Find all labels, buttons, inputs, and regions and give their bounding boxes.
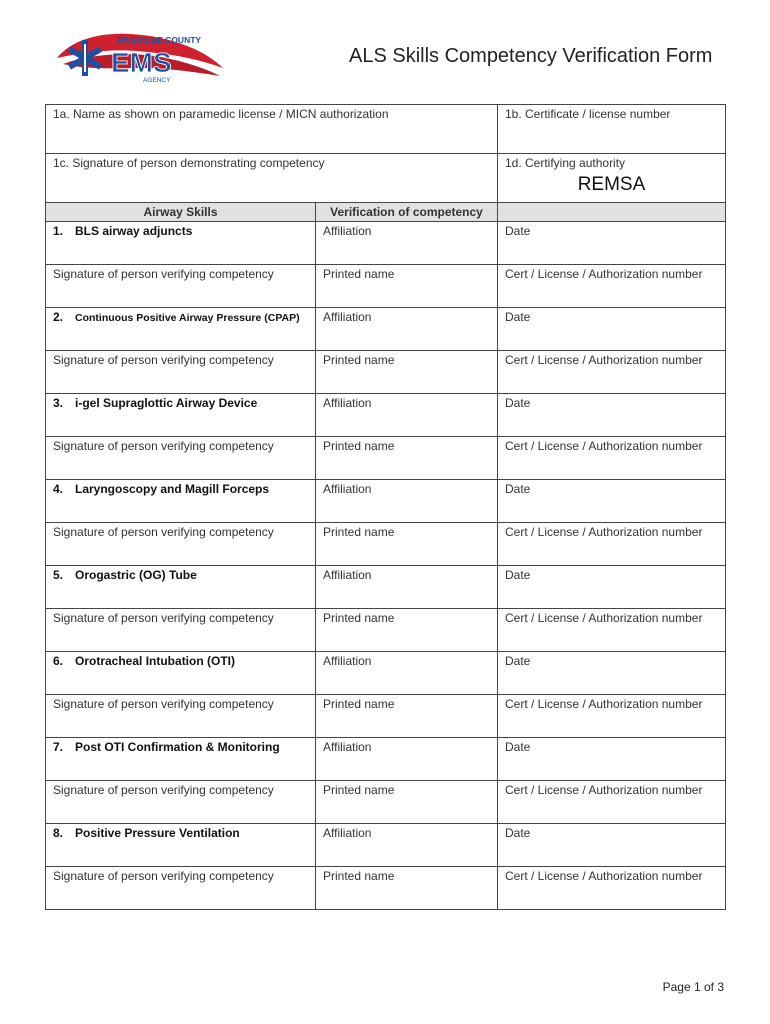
- date-field[interactable]: [498, 738, 726, 781]
- cert-number-field[interactable]: [498, 781, 726, 824]
- verifier-signature-field[interactable]: [46, 437, 316, 480]
- date-field[interactable]: [498, 566, 726, 609]
- skill-name: Orotracheal Intubation (OTI): [75, 654, 236, 668]
- skill-name-cell: [46, 480, 316, 523]
- skill-number: 8.: [53, 826, 64, 840]
- affiliation-field[interactable]: [316, 394, 498, 437]
- skill-number: 4.: [53, 482, 64, 496]
- signature-label: Signature of person verifying competency: [53, 869, 274, 883]
- date-label: Date: [505, 310, 531, 324]
- cert-number-field[interactable]: [498, 351, 726, 394]
- skill-label: [53, 224, 192, 238]
- date-field[interactable]: [498, 394, 726, 437]
- section-verification-header: Verification of competency: [316, 203, 498, 222]
- printed-name-label: Printed name: [323, 525, 395, 539]
- printed-name-label: Printed name: [323, 611, 395, 625]
- page-title: ALS Skills Competency Verification Form: [349, 45, 713, 67]
- field-1d-label: 1d. Certifying authority: [505, 156, 626, 170]
- cert-label: Cert / License / Authorization number: [505, 783, 703, 797]
- date-field[interactable]: [498, 308, 726, 351]
- skill-number: 7.: [53, 740, 64, 754]
- printed-name-field[interactable]: [316, 695, 498, 738]
- skill-name-cell: [46, 308, 316, 351]
- verifier-signature-field[interactable]: [46, 867, 316, 910]
- signature-label: Signature of person verifying competency: [53, 353, 274, 367]
- field-1a-label: 1a. Name as shown on paramedic license / MICN authorization: [53, 107, 389, 121]
- date-label: Date: [505, 826, 531, 840]
- cert-number-field[interactable]: [498, 523, 726, 566]
- verifier-signature-field[interactable]: [46, 265, 316, 308]
- date-label: Date: [505, 396, 531, 410]
- cert-label: Cert / License / Authorization number: [505, 439, 703, 453]
- printed-name-field[interactable]: [316, 867, 498, 910]
- skill-name: Post OTI Confirmation & Monitoring: [75, 740, 280, 754]
- affiliation-field[interactable]: [316, 308, 498, 351]
- affiliation-label: Affiliation: [323, 568, 372, 582]
- cert-label: Cert / License / Authorization number: [505, 611, 703, 625]
- skill-label: [53, 740, 280, 754]
- skill-label: [53, 826, 240, 840]
- skill-name-cell: [46, 222, 316, 265]
- skill-row: [46, 394, 726, 437]
- skill-name-cell: [46, 566, 316, 609]
- affiliation-field[interactable]: [316, 824, 498, 867]
- date-label: Date: [505, 740, 531, 754]
- printed-name-label: Printed name: [323, 439, 395, 453]
- verifier-signature-field[interactable]: [46, 781, 316, 824]
- field-1a-name[interactable]: [46, 105, 498, 154]
- date-field[interactable]: [498, 222, 726, 265]
- field-1b-label: 1b. Certificate / license number: [505, 107, 671, 121]
- printed-name-label: Printed name: [323, 353, 395, 367]
- signature-label: Signature of person verifying competency: [53, 439, 274, 453]
- signature-label: Signature of person verifying competency: [53, 697, 274, 711]
- printed-name-label: Printed name: [323, 267, 395, 281]
- skill-number: 5.: [53, 568, 64, 582]
- skill-row: [46, 824, 726, 867]
- affiliation-label: Affiliation: [323, 826, 372, 840]
- signature-label: Signature of person verifying competency: [53, 611, 274, 625]
- verifier-signature-field[interactable]: [46, 695, 316, 738]
- date-field[interactable]: [498, 824, 726, 867]
- skill-name: Orogastric (OG) Tube: [75, 568, 197, 582]
- skill-row: [46, 308, 726, 351]
- verifier-row: [46, 609, 726, 652]
- skill-name: i-gel Supraglottic Airway Device: [75, 396, 258, 410]
- signature-label: Signature of person verifying competency: [53, 525, 274, 539]
- skill-label: [53, 396, 257, 410]
- verifier-row: [46, 867, 726, 910]
- verifier-signature-field[interactable]: [46, 523, 316, 566]
- field-1d-value: REMSA: [577, 174, 646, 195]
- printed-name-field[interactable]: [316, 437, 498, 480]
- skill-number: 3.: [53, 396, 64, 410]
- skill-row: [46, 480, 726, 523]
- logo-county-text: RIVERSIDE COUNTY: [117, 35, 202, 45]
- skill-name: Continuous Positive Airway Pressure (CPAP): [75, 312, 300, 324]
- affiliation-field[interactable]: [316, 480, 498, 523]
- skill-number: 1.: [53, 224, 64, 238]
- cert-number-field[interactable]: [498, 867, 726, 910]
- date-label: Date: [505, 482, 531, 496]
- field-1c-signature[interactable]: [46, 154, 498, 203]
- verifier-signature-field[interactable]: [46, 351, 316, 394]
- skill-name-cell: [46, 738, 316, 781]
- verifier-row: [46, 781, 726, 824]
- logo-agency-text: AGENCY: [143, 77, 171, 84]
- verifier-row: [46, 437, 726, 480]
- printed-name-label: Printed name: [323, 697, 395, 711]
- affiliation-label: Affiliation: [323, 310, 372, 324]
- cert-number-field[interactable]: [498, 609, 726, 652]
- skill-name-cell: [46, 394, 316, 437]
- date-field[interactable]: [498, 480, 726, 523]
- logo-ems-text: EMS: [111, 47, 172, 78]
- cert-number-field[interactable]: [498, 437, 726, 480]
- affiliation-label: Affiliation: [323, 740, 372, 754]
- verifier-row: [46, 523, 726, 566]
- cert-label: Cert / License / Authorization number: [505, 267, 703, 281]
- date-label: Date: [505, 568, 531, 582]
- cert-number-field[interactable]: [498, 265, 726, 308]
- cert-number-field[interactable]: [498, 695, 726, 738]
- page-number: Page 1 of 3: [662, 980, 724, 994]
- signature-label: Signature of person verifying competency: [53, 783, 274, 797]
- affiliation-label: Affiliation: [323, 654, 372, 668]
- skill-row: [46, 652, 726, 695]
- skill-name: Laryngoscopy and Magill Forceps: [75, 482, 270, 496]
- skill-name: BLS airway adjuncts: [75, 224, 193, 238]
- printed-name-field[interactable]: [316, 265, 498, 308]
- printed-name-field[interactable]: [316, 523, 498, 566]
- skill-label: [53, 312, 300, 324]
- riverside-county-ems-logo: [55, 28, 225, 84]
- verifier-row: [46, 265, 726, 308]
- skill-row: [46, 566, 726, 609]
- skill-label: [53, 654, 235, 668]
- printed-name-label: Printed name: [323, 783, 395, 797]
- date-field[interactable]: [498, 652, 726, 695]
- skill-number: 2.: [53, 310, 64, 324]
- skill-label: [53, 568, 197, 582]
- affiliation-field[interactable]: [316, 738, 498, 781]
- affiliation-field[interactable]: [316, 222, 498, 265]
- competency-form-table: [45, 104, 726, 910]
- verifier-row: [46, 351, 726, 394]
- affiliation-field[interactable]: [316, 566, 498, 609]
- verifier-signature-field[interactable]: [46, 609, 316, 652]
- section-airway-skills-header: Airway Skills: [46, 203, 316, 222]
- skill-name-cell: [46, 652, 316, 695]
- affiliation-label: Affiliation: [323, 396, 372, 410]
- skill-name-cell: [46, 824, 316, 867]
- date-label: Date: [505, 224, 531, 238]
- cert-label: Cert / License / Authorization number: [505, 697, 703, 711]
- skill-name: Positive Pressure Ventilation: [75, 826, 240, 840]
- cert-label: Cert / License / Authorization number: [505, 353, 703, 367]
- skill-row: [46, 222, 726, 265]
- cert-label: Cert / License / Authorization number: [505, 869, 703, 883]
- printed-name-field[interactable]: [316, 351, 498, 394]
- date-label: Date: [505, 654, 531, 668]
- printed-name-label: Printed name: [323, 869, 395, 883]
- cert-label: Cert / License / Authorization number: [505, 525, 703, 539]
- affiliation-label: Affiliation: [323, 482, 372, 496]
- section-blank-header: [498, 203, 726, 222]
- affiliation-field[interactable]: [316, 652, 498, 695]
- printed-name-field[interactable]: [316, 609, 498, 652]
- skill-row: [46, 738, 726, 781]
- verifier-row: [46, 695, 726, 738]
- skill-label: [53, 482, 269, 496]
- field-1c-label: 1c. Signature of person demonstrating competency: [53, 156, 325, 170]
- signature-label: Signature of person verifying competency: [53, 267, 274, 281]
- field-1b-cert[interactable]: [498, 105, 726, 154]
- field-1d-authority[interactable]: [498, 154, 726, 203]
- skill-number: 6.: [53, 654, 64, 668]
- printed-name-field[interactable]: [316, 781, 498, 824]
- affiliation-label: Affiliation: [323, 224, 372, 238]
